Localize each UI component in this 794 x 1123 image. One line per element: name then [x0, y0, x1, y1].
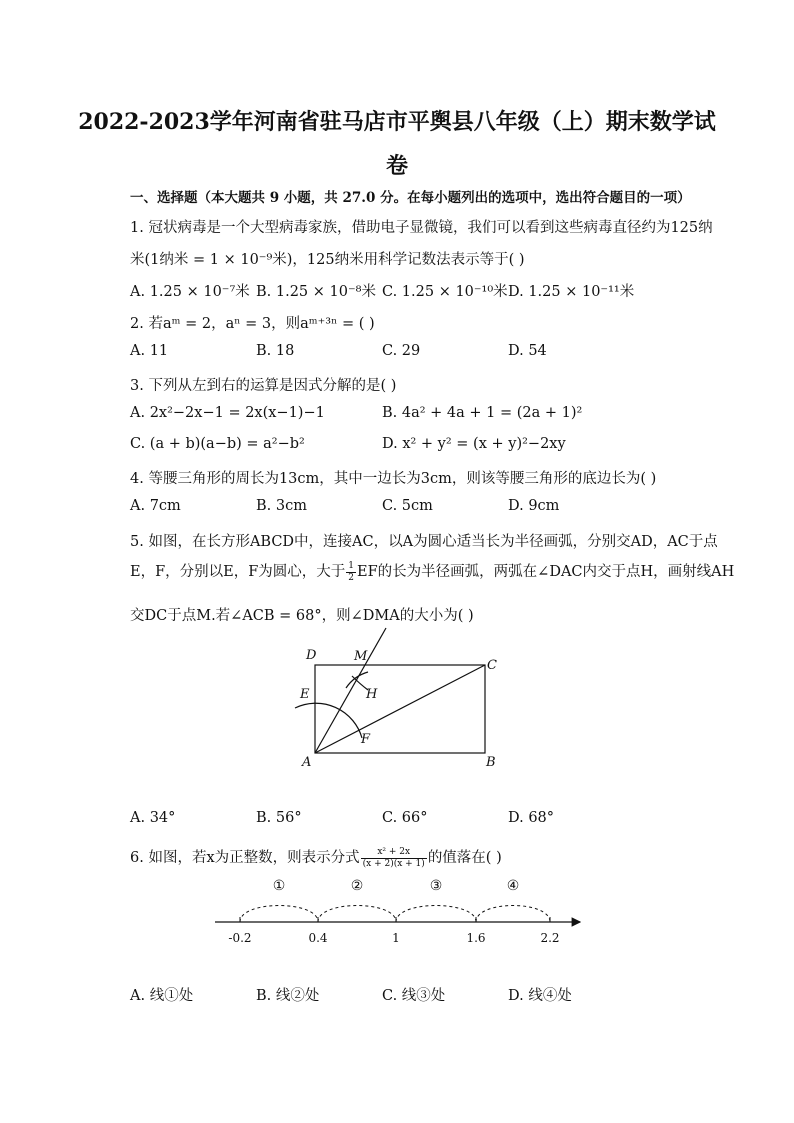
- q6-number-line: [200, 870, 600, 950]
- q3-option-b: B. 4a² + 4a + 1 = (2a + 1)²: [382, 405, 583, 421]
- label-f: F: [361, 732, 371, 747]
- q2-option-a: A. 11: [130, 343, 169, 359]
- label-m: M: [354, 649, 368, 664]
- q6-option-c: C. 线③处: [382, 988, 446, 1004]
- q3-option-a: A. 2x²−2x−1 = 2x(x−1)−1: [130, 405, 325, 421]
- q5-line2: [130, 560, 734, 584]
- q3-option-d: D. x² + y² = (x + y)²−2xy: [382, 436, 566, 452]
- label-c: C: [487, 658, 497, 673]
- dashed-arc: [318, 906, 396, 923]
- q1-line2: 米(1纳米 = 1 × 10⁻⁹米)，125纳米用科学记数法表示等于( ): [130, 252, 525, 268]
- exam-title: [60, 100, 734, 188]
- q2-option-b: B. 18: [256, 343, 295, 359]
- arc-label: ④: [506, 878, 520, 894]
- q5-line3: 交DC于点M.若∠ACB = 68°，则∠DMA的大小为( ): [130, 608, 474, 624]
- arc-label: ③: [429, 878, 443, 894]
- q2-option-c: C. 29: [382, 343, 421, 359]
- label-a: A: [302, 755, 312, 770]
- label-h: H: [366, 687, 378, 702]
- q4-line1: 4. 等腰三角形的周长为13cm，其中一边长为3cm，则该等腰三角形的底边长为( ): [130, 471, 657, 487]
- q4-option-b: B. 3cm: [256, 498, 307, 514]
- q6-line1-post: 的值落在( ): [427, 850, 502, 866]
- exam-title-line2: 卷: [385, 153, 408, 179]
- q5-line2-pre: E，F，分别以E，F为圆心，大于: [130, 564, 346, 580]
- q6-option-b: B. 线②处: [256, 988, 320, 1004]
- section-header: 一、选择题（本大题共 9 小题，共 27.0 分。在每小题列出的选项中，选出符合题目的一项）: [130, 190, 691, 206]
- q6-fraction-den: (x + 2)(x + 1): [362, 858, 425, 869]
- tick-label: 0.4: [308, 931, 328, 945]
- half-fraction-num: 1: [348, 560, 355, 571]
- q4-option-a: A. 7cm: [130, 498, 181, 514]
- q5-figure: [290, 620, 520, 780]
- q6-fraction: [361, 847, 427, 870]
- tick-label: -0.2: [228, 931, 252, 945]
- q4-option-c: C. 5cm: [382, 498, 433, 514]
- q5-line1: 5. 如图，在长方形ABCD中，连接AC，以A为圆心适当长为半径画弧，分别交AD，AC于点: [130, 534, 718, 550]
- arc-ef: [295, 703, 362, 738]
- arc-label: ②: [350, 878, 364, 894]
- tick-label: 1: [392, 931, 400, 945]
- exam-title-line1: 2022-2023学年河南省驻马店市平舆县八年级（上）期末数学试: [78, 109, 716, 135]
- q1-option-b: B. 1.25 × 10⁻⁸米: [256, 284, 376, 300]
- arc-label: ①: [272, 878, 286, 894]
- q5-line2-post: EF的长为半径画弧，两弧在∠DAC内交于点H，画射线AH: [357, 564, 735, 580]
- dashed-arc: [240, 906, 318, 923]
- q1-option-c: C. 1.25 × 10⁻¹⁰米: [382, 284, 508, 300]
- q5-option-a: A. 34°: [130, 810, 176, 826]
- tick-label: 2.2: [540, 931, 560, 945]
- q2-line1: 2. 若aᵐ = 2，aⁿ = 3，则aᵐ⁺³ⁿ = ( ): [130, 316, 375, 332]
- q6-option-d: D. 线④处: [508, 988, 572, 1004]
- q3-option-c: C. (a + b)(a−b) = a²−b²: [130, 436, 305, 452]
- q5-option-c: C. 66°: [382, 810, 428, 826]
- q4-option-d: D. 9cm: [508, 498, 560, 514]
- label-b: B: [486, 755, 496, 770]
- q6-fraction-num: x² + 2x: [361, 847, 427, 859]
- q1-option-a: A. 1.25 × 10⁻⁷米: [130, 284, 250, 300]
- q2-option-d: D. 54: [508, 343, 547, 359]
- q1-line1: 1. 冠状病毒是一个大型病毒家族，借助电子显微镜，我们可以看到这些病毒直径约为125纳: [130, 220, 713, 236]
- half-fraction-den: 2: [348, 572, 355, 583]
- q6-option-a: A. 线①处: [130, 988, 194, 1004]
- q5-option-d: D. 68°: [508, 810, 555, 826]
- tick-label: 1.6: [466, 931, 486, 945]
- label-d: D: [306, 648, 317, 663]
- q3-line1: 3. 下列从左到右的运算是因式分解的是( ): [130, 378, 397, 394]
- dashed-arc: [476, 906, 550, 923]
- q6-line1: [130, 846, 502, 870]
- label-e: E: [300, 687, 310, 702]
- q1-option-d: D. 1.25 × 10⁻¹¹米: [508, 284, 635, 300]
- q5-option-b: B. 56°: [256, 810, 302, 826]
- dashed-arc: [396, 906, 476, 923]
- q6-line1-pre: 6. 如图，若x为正整数，则表示分式: [130, 850, 360, 866]
- half-fraction: [346, 561, 356, 584]
